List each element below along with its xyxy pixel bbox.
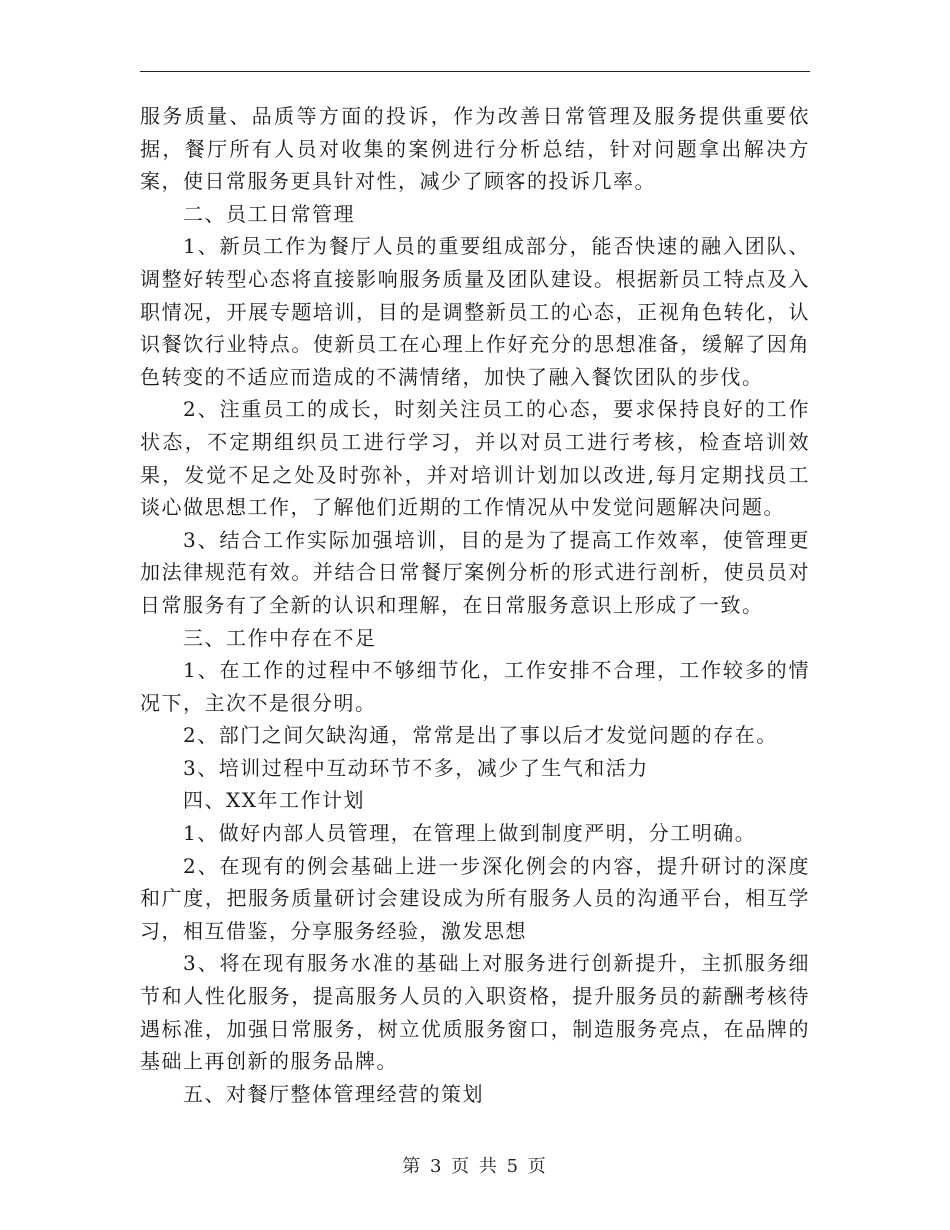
paragraph: 1、做好内部人员管理，在管理上做到制度严明，分工明确。 bbox=[183, 821, 757, 846]
paragraph: 2、部门之间欠缺沟通，常常是出了事以后才发觉问题的存在。 bbox=[183, 723, 778, 748]
section-heading-4: 四、XX年工作计划 bbox=[183, 788, 365, 813]
paragraph-continuation: 服务质量、品质等方面的投诉，作为改善日常管理及服务提供重要依据，餐厅所有人员对收集的案例进行分析总结，针对问题拿出解决方案，使日常服务更具针对性，减少了顾客的投诉几率。 bbox=[140, 104, 810, 194]
section-heading-3: 三、工作中存在不足 bbox=[183, 625, 377, 650]
paragraph: 1、在工作的过程中不够细节化，工作安排不合理，工作较多的情况下，主次不是很分明。 bbox=[140, 658, 810, 715]
header-rule bbox=[140, 71, 810, 72]
paragraph: 3、结合工作实际加强培训，目的是为了提高工作效率，使管理更加法律规范有效。并结合日常餐厅案例分析的形式进行剖析，使员员对日常服务有了全新的认识和理解，在日常服务意识上形成了一致。 bbox=[140, 527, 810, 617]
section-heading-5: 五、对餐厅整体管理经营的策划 bbox=[183, 1081, 484, 1106]
paragraph: 2、注重员工的成长，时刻关注员工的心态，要求保持良好的工作状态，不定期组织员工进行学习，并以对员工进行考核，检查培训效果，发觉不足之处及时弥补，并对培训计划加以改进,每月定期找员工谈心做思想工作，了解他们近期的工作情况从中发觉问题解决问题。 bbox=[140, 397, 810, 520]
paragraph: 3、培训过程中互动环节不多，减少了生气和活力 bbox=[183, 755, 649, 780]
paragraph: 2、在现有的例会基础上进一步深化例会的内容，提升研讨的深度和广度，把服务质量研讨会建设成为所有服务人员的沟通平台，相互学习，相互借鉴，分享服务经验，激发思想 bbox=[140, 853, 810, 943]
document-body bbox=[140, 100, 810, 1110]
paragraph: 1、新员工作为餐厅人员的重要组成部分，能否快速的融入团队、调整好转型心态将直接影响服务质量及团队建设。根据新员工特点及入职情况，开展专题培训，目的是调整新员工的心态，正视角色转化，认识餐饮行业特点。使新员工在心理上作好充分的思想准备，缓解了因角色转变的不适应而造成的不满情绪，加快了融入餐饮团队的步伐。 bbox=[140, 234, 810, 389]
page-number-footer: 第 3 页 共 5 页 bbox=[402, 1156, 548, 1177]
paragraph: 3、将在现有服务水准的基础上对服务进行创新提升，主抓服务细节和人性化服务，提高服务人员的入职资格，提升服务员的薪酬考核待遇标准，加强日常服务，树立优质服务窗口，制造服务亮点，在品牌的基础上再创新的服务品牌。 bbox=[140, 951, 810, 1074]
section-heading-2: 二、员工日常管理 bbox=[183, 201, 355, 226]
